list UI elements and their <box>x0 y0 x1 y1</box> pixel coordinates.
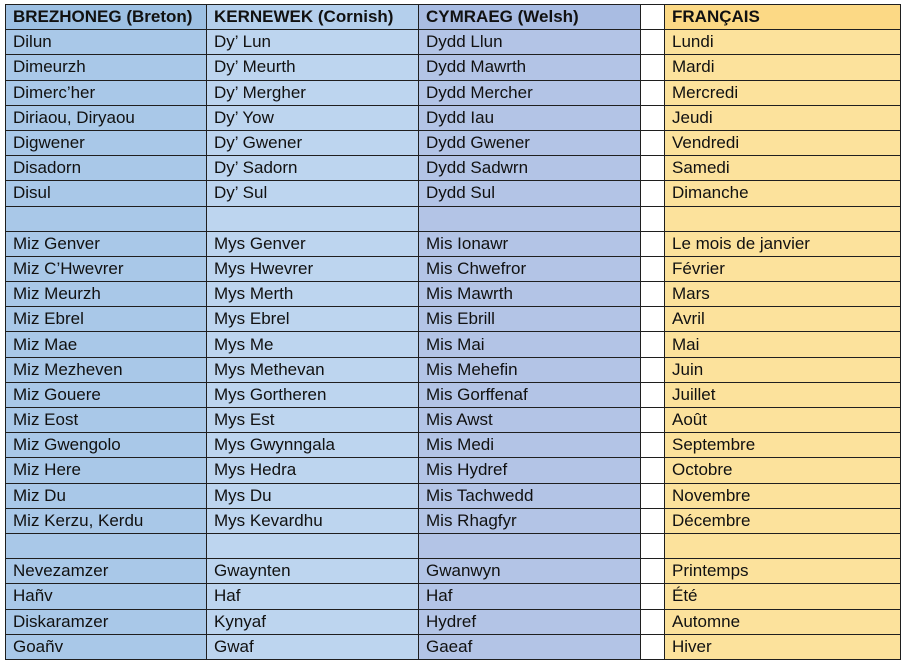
cell-welsh: Mis Ionawr <box>419 231 641 256</box>
header-row <box>6 5 901 30</box>
table-row <box>6 130 901 155</box>
cell-welsh: Gwanwyn <box>419 559 641 584</box>
cell-french: Lundi <box>665 30 901 55</box>
cell-spacer <box>641 181 665 206</box>
header-spacer <box>641 5 665 30</box>
cell-welsh: Dydd Gwener <box>419 130 641 155</box>
cell-breton: Hañv <box>6 584 207 609</box>
cell-cornish: Mys Me <box>207 332 419 357</box>
cell-french: Dimanche <box>665 181 901 206</box>
cell-cornish: Kynyaf <box>207 609 419 634</box>
table-row <box>6 256 901 281</box>
table-row <box>6 609 901 634</box>
cell-welsh: Hydref <box>419 609 641 634</box>
table-row <box>6 80 901 105</box>
cell-french: Octobre <box>665 458 901 483</box>
cell-french: Novembre <box>665 483 901 508</box>
cell-welsh: Mis Hydref <box>419 458 641 483</box>
cell-welsh: Mis Mawrth <box>419 282 641 307</box>
cell-welsh: Dydd Sul <box>419 181 641 206</box>
cell-breton: Miz C’Hwevrer <box>6 256 207 281</box>
cell-spacer <box>641 55 665 80</box>
cell-breton: Disul <box>6 181 207 206</box>
cell-spacer <box>641 80 665 105</box>
cell-french: Été <box>665 584 901 609</box>
cell-welsh: Haf <box>419 584 641 609</box>
cell-french <box>665 533 901 558</box>
cell-welsh: Mis Mai <box>419 332 641 357</box>
cell-welsh: Mis Medi <box>419 433 641 458</box>
cell-cornish: Dy’ Yow <box>207 105 419 130</box>
cell-spacer <box>641 609 665 634</box>
cell-cornish: Mys Hedra <box>207 458 419 483</box>
table-row <box>6 206 901 231</box>
table-row <box>6 231 901 256</box>
table-row <box>6 559 901 584</box>
cell-welsh: Mis Tachwedd <box>419 483 641 508</box>
cell-breton: Nevezamzer <box>6 559 207 584</box>
cell-welsh <box>419 533 641 558</box>
cell-spacer <box>641 584 665 609</box>
cell-breton: Dilun <box>6 30 207 55</box>
table-row <box>6 307 901 332</box>
cell-cornish: Dy’ Mergher <box>207 80 419 105</box>
cell-cornish: Haf <box>207 584 419 609</box>
table-row <box>6 533 901 558</box>
cell-cornish: Dy’ Gwener <box>207 130 419 155</box>
cell-breton: Disadorn <box>6 156 207 181</box>
cell-cornish: Mys Est <box>207 408 419 433</box>
cell-french: Mercredi <box>665 80 901 105</box>
table-row <box>6 181 901 206</box>
cell-french: Septembre <box>665 433 901 458</box>
cell-spacer <box>641 332 665 357</box>
table-row <box>6 382 901 407</box>
cell-cornish <box>207 533 419 558</box>
table-row <box>6 357 901 382</box>
cell-breton: Miz Mae <box>6 332 207 357</box>
cell-cornish: Mys Kevardhu <box>207 508 419 533</box>
cell-cornish: Mys Merth <box>207 282 419 307</box>
cell-french: Samedi <box>665 156 901 181</box>
cell-welsh: Dydd Mawrth <box>419 55 641 80</box>
header-breton: BREZHONEG (Breton) <box>6 5 207 30</box>
table-row <box>6 433 901 458</box>
cell-spacer <box>641 408 665 433</box>
cell-french: Jeudi <box>665 105 901 130</box>
cell-french: Juin <box>665 357 901 382</box>
cell-welsh: Dydd Iau <box>419 105 641 130</box>
cell-cornish: Mys Du <box>207 483 419 508</box>
cell-cornish: Dy’ Meurth <box>207 55 419 80</box>
table-row <box>6 408 901 433</box>
cell-spacer <box>641 382 665 407</box>
cell-french: Mardi <box>665 55 901 80</box>
cell-breton: Miz Kerzu, Kerdu <box>6 508 207 533</box>
cell-french: Août <box>665 408 901 433</box>
cell-welsh: Mis Gorffenaf <box>419 382 641 407</box>
cell-cornish: Mys Ebrel <box>207 307 419 332</box>
table-row <box>6 55 901 80</box>
cell-spacer <box>641 206 665 231</box>
cell-french: Printemps <box>665 559 901 584</box>
cell-french: Vendredi <box>665 130 901 155</box>
cell-french: Avril <box>665 307 901 332</box>
cell-breton: Miz Here <box>6 458 207 483</box>
table-row <box>6 282 901 307</box>
cell-spacer <box>641 130 665 155</box>
table-row <box>6 584 901 609</box>
cell-french: Mars <box>665 282 901 307</box>
cell-french: Décembre <box>665 508 901 533</box>
cell-french: Février <box>665 256 901 281</box>
cell-breton: Miz Ebrel <box>6 307 207 332</box>
cell-breton: Diskaramzer <box>6 609 207 634</box>
cell-welsh: Mis Awst <box>419 408 641 433</box>
cell-welsh: Mis Rhagfyr <box>419 508 641 533</box>
cell-french: Le mois de janvier <box>665 231 901 256</box>
cell-cornish: Mys Methevan <box>207 357 419 382</box>
cell-spacer <box>641 533 665 558</box>
cell-breton: Diriaou, Diryaou <box>6 105 207 130</box>
cell-spacer <box>641 282 665 307</box>
cell-spacer <box>641 231 665 256</box>
cell-breton: Miz Mezheven <box>6 357 207 382</box>
cell-spacer <box>641 458 665 483</box>
cell-breton: Miz Du <box>6 483 207 508</box>
cell-spacer <box>641 634 665 659</box>
cell-welsh: Gaeaf <box>419 634 641 659</box>
cell-spacer <box>641 357 665 382</box>
table-row <box>6 156 901 181</box>
cell-breton <box>6 533 207 558</box>
cell-breton: Miz Eost <box>6 408 207 433</box>
cell-cornish: Dy’ Sadorn <box>207 156 419 181</box>
cell-french: Juillet <box>665 382 901 407</box>
table-row <box>6 508 901 533</box>
table-row <box>6 105 901 130</box>
cell-breton <box>6 206 207 231</box>
cell-spacer <box>641 30 665 55</box>
cell-french: Automne <box>665 609 901 634</box>
header-welsh: CYMRAEG (Welsh) <box>419 5 641 30</box>
cell-spacer <box>641 105 665 130</box>
cell-spacer <box>641 256 665 281</box>
header-french: FRANÇAIS <box>665 5 901 30</box>
table-row <box>6 332 901 357</box>
table-row <box>6 30 901 55</box>
cell-breton: Dimeurzh <box>6 55 207 80</box>
cell-welsh: Mis Chwefror <box>419 256 641 281</box>
header-cornish: KERNEWEK (Cornish) <box>207 5 419 30</box>
cell-cornish: Mys Genver <box>207 231 419 256</box>
cell-spacer <box>641 483 665 508</box>
table-row <box>6 458 901 483</box>
table-row <box>6 483 901 508</box>
cell-spacer <box>641 559 665 584</box>
cell-french <box>665 206 901 231</box>
cell-breton: Miz Gouere <box>6 382 207 407</box>
cell-welsh: Dydd Sadwrn <box>419 156 641 181</box>
cell-cornish <box>207 206 419 231</box>
cell-cornish: Gwaynten <box>207 559 419 584</box>
cell-breton: Miz Meurzh <box>6 282 207 307</box>
cell-welsh: Dydd Mercher <box>419 80 641 105</box>
cell-breton: Miz Gwengolo <box>6 433 207 458</box>
cell-breton: Goañv <box>6 634 207 659</box>
cell-cornish: Mys Gortheren <box>207 382 419 407</box>
cell-spacer <box>641 508 665 533</box>
cell-french: Hiver <box>665 634 901 659</box>
cell-spacer <box>641 156 665 181</box>
cell-welsh: Dydd Llun <box>419 30 641 55</box>
cell-cornish: Dy’ Sul <box>207 181 419 206</box>
cell-welsh: Mis Ebrill <box>419 307 641 332</box>
cell-cornish: Mys Gwynngala <box>207 433 419 458</box>
cell-breton: Digwener <box>6 130 207 155</box>
cell-cornish: Gwaf <box>207 634 419 659</box>
cell-cornish: Mys Hwevrer <box>207 256 419 281</box>
cell-french: Mai <box>665 332 901 357</box>
cell-spacer <box>641 433 665 458</box>
table-row <box>6 634 901 659</box>
cell-spacer <box>641 307 665 332</box>
translation-table <box>5 4 901 660</box>
cell-welsh <box>419 206 641 231</box>
cell-breton: Dimerc’her <box>6 80 207 105</box>
cell-cornish: Dy’ Lun <box>207 30 419 55</box>
cell-breton: Miz Genver <box>6 231 207 256</box>
cell-welsh: Mis Mehefin <box>419 357 641 382</box>
